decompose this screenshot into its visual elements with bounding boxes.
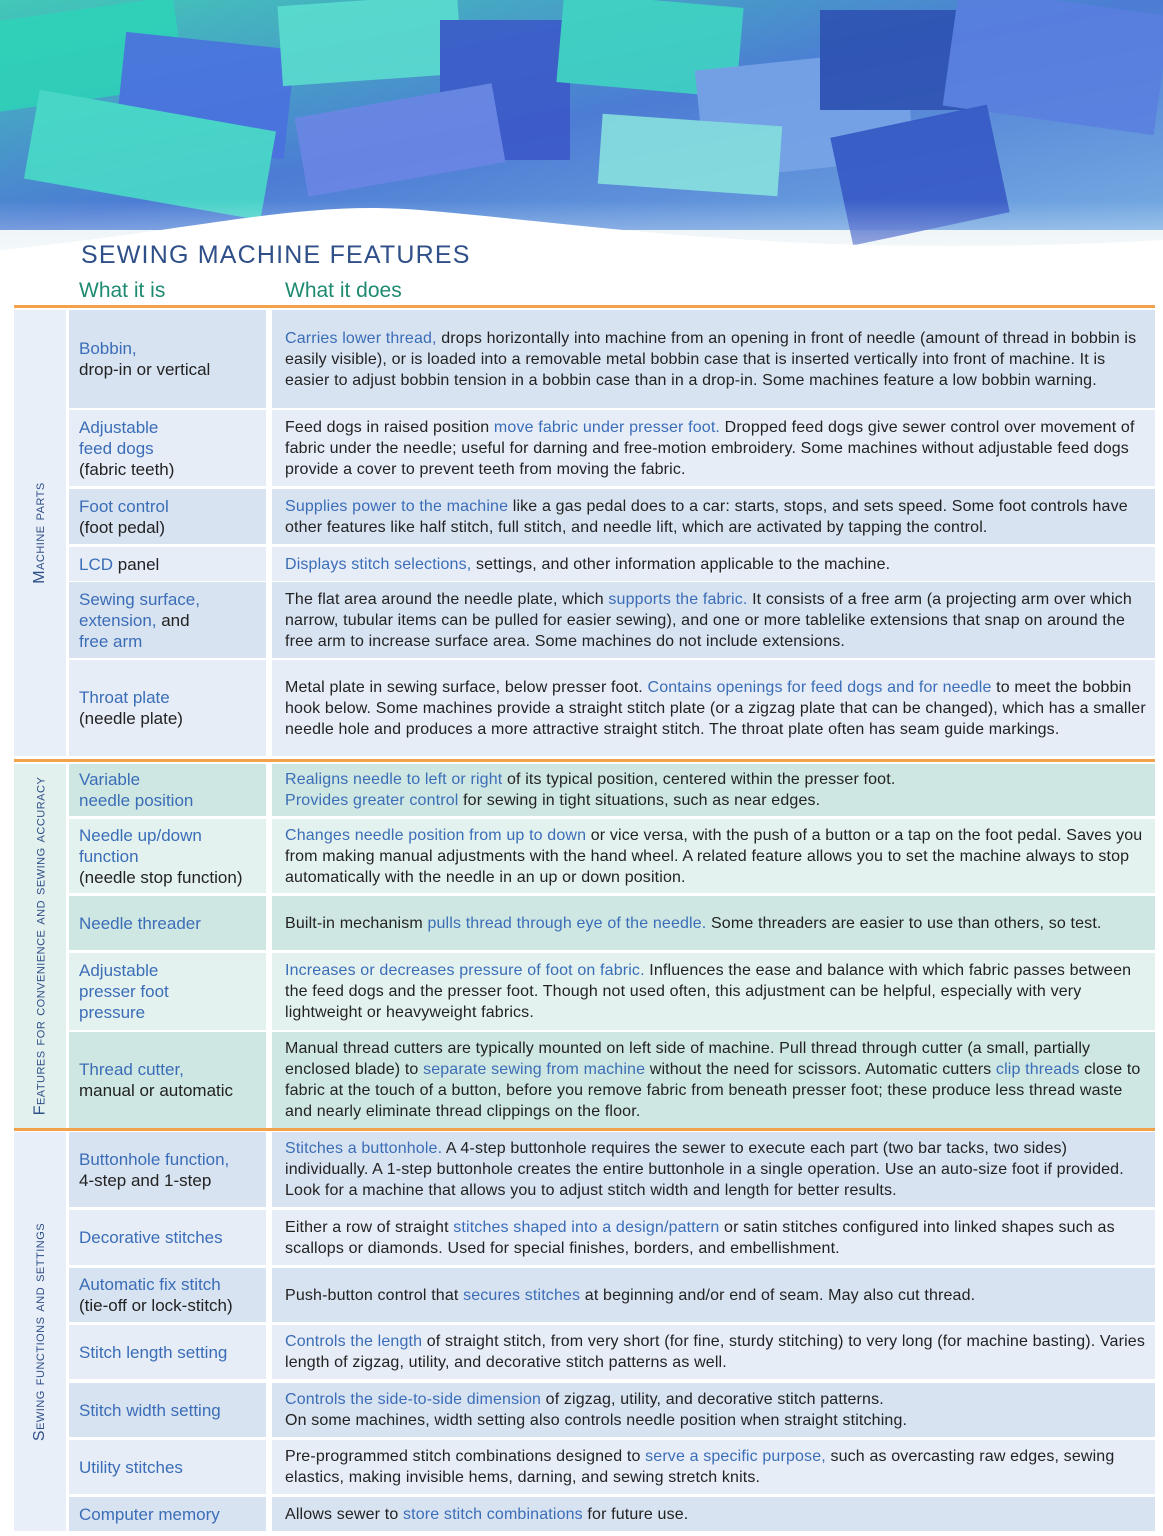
table-row <box>69 1440 1155 1494</box>
description-segment: Manual thread cutters are typically mounted on left side of machine. Pull thread through cutter (a small, partially enclosed blade) to <box>285 1040 1091 1078</box>
feature-description <box>285 554 1151 575</box>
table-row <box>69 764 1155 816</box>
feature-name-line <box>79 417 266 438</box>
feature-name-cell <box>69 410 266 486</box>
feature-description-cell <box>272 1210 1155 1265</box>
feature-description <box>285 677 1151 740</box>
description-segment: Controls the side-to-side dimension <box>285 1391 542 1408</box>
feature-name-line <box>79 1295 266 1316</box>
feature-name-line <box>79 631 266 652</box>
feature-description-cell <box>272 410 1155 486</box>
feature-description <box>285 328 1151 391</box>
feature-name-line <box>79 359 266 380</box>
feature-name-segment: panel <box>113 554 160 574</box>
feature-name-line <box>79 846 266 867</box>
description-segment: like a gas pedal does to a car: starts, stops, and sets speed. Some foot controls have other features like half stitch, full stitch, and needle lift, which are activated by tapping the control. <box>285 497 1128 536</box>
feature-name-cell <box>69 896 266 950</box>
description-segment: Push-button control that <box>285 1286 464 1304</box>
description-segment: pulls thread through eye of the needle. <box>427 914 707 932</box>
table-row <box>69 1132 1155 1207</box>
table-row <box>69 547 1155 581</box>
feature-name-segment: needle position <box>79 791 194 810</box>
feature-name-segment: extension, <box>79 610 157 630</box>
feature-description <box>285 496 1151 538</box>
description-segment: such as overcasting raw edges, sewing elastics, making invisible hems, darning, and sewing stretch knits. <box>285 1448 1115 1486</box>
table-row <box>69 1032 1155 1128</box>
description-segment: Dropped feed dogs give sewer control over movement of fabric under the needle; useful for darning and free-motion embroidery. Some machines without adjustable feed dogs provide a cover to prevent teeth from moving the fabric. <box>285 418 1135 478</box>
description-segment: for future use. <box>582 1505 689 1523</box>
table-row <box>69 489 1155 544</box>
feature-description <box>285 913 1151 934</box>
description-segment: On some machines, width setting also controls needle position when straight stitching. <box>285 1412 908 1429</box>
table-row <box>69 410 1155 486</box>
feature-name-segment: (needle stop function) <box>79 867 243 887</box>
feature-name-line <box>79 1227 266 1248</box>
feature-name-line <box>79 459 266 480</box>
feature-name-line <box>79 1400 266 1421</box>
feature-description <box>285 1217 1151 1259</box>
feature-name-cell <box>69 582 266 658</box>
feature-name-segment: Needle threader <box>79 913 201 933</box>
feature-name-segment: Stitch width setting <box>79 1400 221 1420</box>
description-segment: settings, and other information applicable to the machine. <box>471 555 891 573</box>
description-segment: Either a row of straight <box>285 1218 454 1236</box>
description-segment: Metal plate in sewing surface, below presser foot. <box>285 678 648 696</box>
feature-description-cell <box>272 489 1155 544</box>
description-segment: Pre-programmed stitch combinations designed to <box>285 1448 646 1465</box>
feature-name-line <box>79 913 266 934</box>
description-segment: Stitches a buttonhole. <box>285 1140 443 1157</box>
feature-name-segment: Adjustable <box>79 417 159 437</box>
feature-description-cell <box>272 1268 1155 1322</box>
description-segment: Carries lower thread, <box>285 329 437 347</box>
description-segment: Built-in mechanism <box>285 914 428 932</box>
section-divider <box>14 305 1155 308</box>
description-segment: of straight stitch, from very short (for fine, sturdy stitching) to very long (for machine basting). Varies length of zigzag, utility, and decorative stitch patterns as well. <box>285 1333 1145 1371</box>
feature-name-cell <box>69 819 266 893</box>
table-row <box>69 1210 1155 1265</box>
feature-description <box>285 1038 1151 1122</box>
feature-name-segment: Needle up/down <box>79 825 202 845</box>
table-row <box>69 896 1155 950</box>
feature-name-cell <box>69 1325 266 1379</box>
feature-name-cell <box>69 489 266 544</box>
column-header-what-it-does: What it does <box>285 279 402 302</box>
section-band <box>14 1132 66 1531</box>
feature-name-cell <box>69 1210 266 1265</box>
description-segment: Realigns needle to left or right <box>285 771 503 788</box>
description-segment: move fabric under presser foot. <box>493 418 721 436</box>
feature-description <box>285 1138 1151 1201</box>
description-segment: Feed dogs in raised position <box>285 418 494 436</box>
description-segment: close to fabric at the touch of a button, before you remove fabric from beneath presser foot; these produce less thread waste and nearly eliminate thread clippings on the floor. <box>285 1061 1141 1120</box>
feature-name-segment: Sewing surface, <box>79 589 200 609</box>
table-row <box>69 1497 1155 1531</box>
description-segment: of its typical position, centered within the presser foot. <box>502 771 896 788</box>
feature-name-segment: (needle plate) <box>79 709 183 728</box>
feature-name-line <box>79 554 266 575</box>
description-segment: clip threads <box>995 1061 1080 1078</box>
section-band <box>14 310 66 756</box>
feature-name-cell <box>69 764 266 816</box>
feature-name-segment: Buttonhole function, <box>79 1149 230 1169</box>
feature-name-cell <box>69 660 266 756</box>
feature-description <box>285 825 1151 888</box>
feature-name-line <box>79 338 266 359</box>
feature-name-segment: free arm <box>79 631 143 651</box>
feature-name-segment: (fabric teeth) <box>79 459 175 479</box>
feature-name-cell <box>69 547 266 581</box>
feature-name-segment: Decorative stitches <box>79 1228 223 1247</box>
table-row <box>69 310 1155 408</box>
table-row <box>69 1268 1155 1322</box>
page-title: SEWING MACHINE FEATURES <box>81 241 471 269</box>
feature-description-cell <box>272 660 1155 756</box>
description-segment: Controls the length <box>285 1333 423 1350</box>
feature-name-line <box>79 687 266 708</box>
feature-name-line <box>79 438 266 459</box>
feature-name-segment: and <box>156 610 190 630</box>
feature-name-segment: function <box>79 846 139 866</box>
description-segment: Provides greater control <box>285 792 459 809</box>
feature-name-segment: (tie-off or lock-stitch) <box>79 1296 233 1315</box>
feature-name-segment: Stitch length setting <box>79 1342 228 1362</box>
feature-name-line <box>79 769 266 790</box>
feature-description-cell <box>272 1497 1155 1531</box>
description-segment: serve a specific purpose, <box>645 1448 826 1465</box>
table-row <box>69 1383 1155 1437</box>
feature-name-segment: manual or automatic <box>79 1081 234 1100</box>
feature-name-segment: LCD <box>79 554 114 574</box>
feature-name-segment: presser foot <box>79 982 169 1001</box>
description-segment: It consists of a free arm (a projecting arm over which narrow, tubular items can be pulled for easier sewing), and one or more tablelike extensions that snap on around the free arm to increase surface area. Some machines do not include extensions. <box>285 590 1132 650</box>
section-label: Sewing functions and settings <box>31 1222 49 1441</box>
feature-name-cell <box>69 953 266 1030</box>
feature-name-segment: pressure <box>79 1003 146 1022</box>
feature-description <box>285 1410 1151 1431</box>
section-divider <box>14 1128 1155 1131</box>
column-header-what-it-is: What it is <box>79 279 166 302</box>
table-row <box>69 582 1155 658</box>
feature-description-cell <box>272 1325 1155 1379</box>
description-segment: secures stitches <box>463 1286 581 1304</box>
feature-name-segment: Variable <box>79 770 141 789</box>
feature-description-cell <box>272 764 1155 816</box>
feature-description-cell <box>272 1440 1155 1494</box>
section-divider <box>14 759 1155 762</box>
feature-description-cell <box>272 1032 1155 1128</box>
table-row <box>69 1325 1155 1379</box>
section-label: Features for convenience and sewing accuracy <box>30 776 48 1116</box>
description-segment: Supplies power to the machine <box>285 497 509 515</box>
feature-name-line <box>79 981 266 1002</box>
feature-name-line <box>79 517 266 538</box>
description-segment: Allows sewer to <box>285 1505 403 1523</box>
description-segment: without the need for scissors. Automatic cutters <box>645 1061 996 1078</box>
description-segment: stitches shaped into a design/pattern <box>453 1218 720 1236</box>
feature-description <box>285 1389 1151 1410</box>
feature-description <box>285 1331 1151 1373</box>
feature-name-segment: Adjustable <box>79 961 159 980</box>
feature-name-segment: Thread cutter, <box>79 1060 184 1079</box>
feature-name-line <box>79 1080 266 1101</box>
description-segment: Increases or decreases pressure of foot on fabric. <box>285 962 645 979</box>
feature-name-segment: Throat plate <box>79 688 170 707</box>
feature-name-segment: Bobbin, <box>79 339 137 358</box>
header-photo-thread-spools <box>0 0 1163 320</box>
feature-name-line <box>79 496 266 517</box>
description-segment: or vice versa, with the push of a button or a tap on the foot pedal. Saves you from making manual adjustments with the hand wheel. A related feature allows you to set the machine always to stop automatically with the needle in an up or down position. <box>285 826 1143 886</box>
feature-name-line <box>79 960 266 981</box>
description-segment: Influences the ease and balance with which fabric passes between the feed dogs and the presser foot. Though not used often, this adjustment can be helpful, especially with very lightweight or heavyweight fabrics. <box>285 962 1132 1021</box>
feature-description <box>285 769 1151 790</box>
feature-name-segment: Computer memory <box>79 1504 220 1524</box>
feature-name-cell <box>69 1440 266 1494</box>
feature-description <box>285 790 1151 811</box>
feature-name-cell <box>69 1383 266 1437</box>
feature-description <box>285 1504 1151 1525</box>
feature-name-cell <box>69 1132 266 1207</box>
description-segment: Contains openings for feed dogs and for needle <box>647 678 992 696</box>
feature-description <box>285 417 1151 480</box>
description-segment: The flat area around the needle plate, which <box>285 590 609 608</box>
feature-name-line <box>79 1059 266 1080</box>
feature-description-cell <box>272 953 1155 1030</box>
description-segment: Displays stitch selections, <box>285 555 472 573</box>
feature-name-segment: (foot pedal) <box>79 517 165 537</box>
feature-name-segment: Foot control <box>79 496 169 516</box>
feature-description <box>285 1446 1151 1488</box>
description-segment: Some threaders are easier to use than others, so test. <box>706 914 1102 932</box>
description-segment: to meet the bobbin hook below. Some machines provide a straight stitch plate (or a zigzag plate that can be changed), which has a smaller needle hole and produces a more attractive straight stitch. The throat plate often has seam guide markings. <box>285 678 1146 738</box>
feature-description <box>285 589 1151 652</box>
description-segment: drops horizontally into machine from an opening in front of needle (amount of thread in bobbin is easily visible), or is loaded into a removable metal bobbin case that is inserted vertically into front of machine. It is easier to adjust bobbin tension in a bobbin case than in a drop-in. Some machines feature a low bobbin warning. <box>285 329 1137 389</box>
feature-name-segment: Automatic fix stitch <box>79 1275 221 1294</box>
feature-name-segment: drop-in or vertical <box>79 360 211 379</box>
feature-name-segment: Utility stitches <box>79 1457 183 1477</box>
feature-description-cell <box>272 310 1155 408</box>
feature-name-cell <box>69 1032 266 1128</box>
feature-name-line <box>79 867 266 888</box>
feature-name-line <box>79 1342 266 1363</box>
feature-name-cell <box>69 1268 266 1322</box>
description-segment: or satin stitches configured into linked shapes such as scallops or diamonds. Used for special finishes, borders, and embellishment. <box>285 1218 1115 1257</box>
feature-name-line <box>79 708 266 729</box>
feature-description-cell <box>272 819 1155 893</box>
feature-name-segment: 4-step and 1-step <box>79 1170 212 1190</box>
feature-name-line <box>79 610 266 631</box>
feature-name-line <box>79 790 266 811</box>
description-segment: of zigzag, utility, and decorative stitch patterns. <box>541 1391 884 1408</box>
feature-name-line <box>79 1504 266 1525</box>
feature-description-cell <box>272 547 1155 581</box>
feature-name-cell <box>69 1497 266 1531</box>
feature-name-cell <box>69 310 266 408</box>
description-segment: supports the fabric. <box>608 590 748 608</box>
description-segment: store stitch combinations <box>403 1505 583 1523</box>
description-segment: A 4-step buttonhole requires the sewer to execute each part (two bar tacks, two sides) individually. A 1-step buttonhole creates the entire buttonhole in a single operation. Use an auto-size foot if provided. Look for a machine that allows you to adjust stitch width and length for better results. <box>285 1140 1124 1199</box>
feature-description-cell <box>272 896 1155 950</box>
table-row <box>69 953 1155 1030</box>
feature-description <box>285 960 1151 1023</box>
feature-name-line <box>79 589 266 610</box>
feature-name-line <box>79 1170 266 1191</box>
feature-name-line <box>79 1149 266 1170</box>
feature-name-line <box>79 1002 266 1023</box>
table-row <box>69 819 1155 893</box>
feature-name-line <box>79 1274 266 1295</box>
feature-name-segment: feed dogs <box>79 438 154 458</box>
feature-description <box>285 1285 1151 1306</box>
feature-name-line <box>79 1457 266 1478</box>
section-band <box>14 764 66 1128</box>
description-segment: Changes needle position from up to down <box>285 826 587 844</box>
table-row <box>69 660 1155 756</box>
feature-name-line <box>79 825 266 846</box>
description-segment: at beginning and/or end of seam. May also cut thread. <box>580 1286 976 1304</box>
feature-description-cell <box>272 1383 1155 1437</box>
section-label: Machine parts <box>30 482 48 584</box>
feature-description-cell <box>272 1132 1155 1207</box>
feature-description-cell <box>272 582 1155 658</box>
description-segment: separate sewing from machine <box>423 1061 646 1078</box>
description-segment: for sewing in tight situations, such as near edges. <box>458 792 821 809</box>
